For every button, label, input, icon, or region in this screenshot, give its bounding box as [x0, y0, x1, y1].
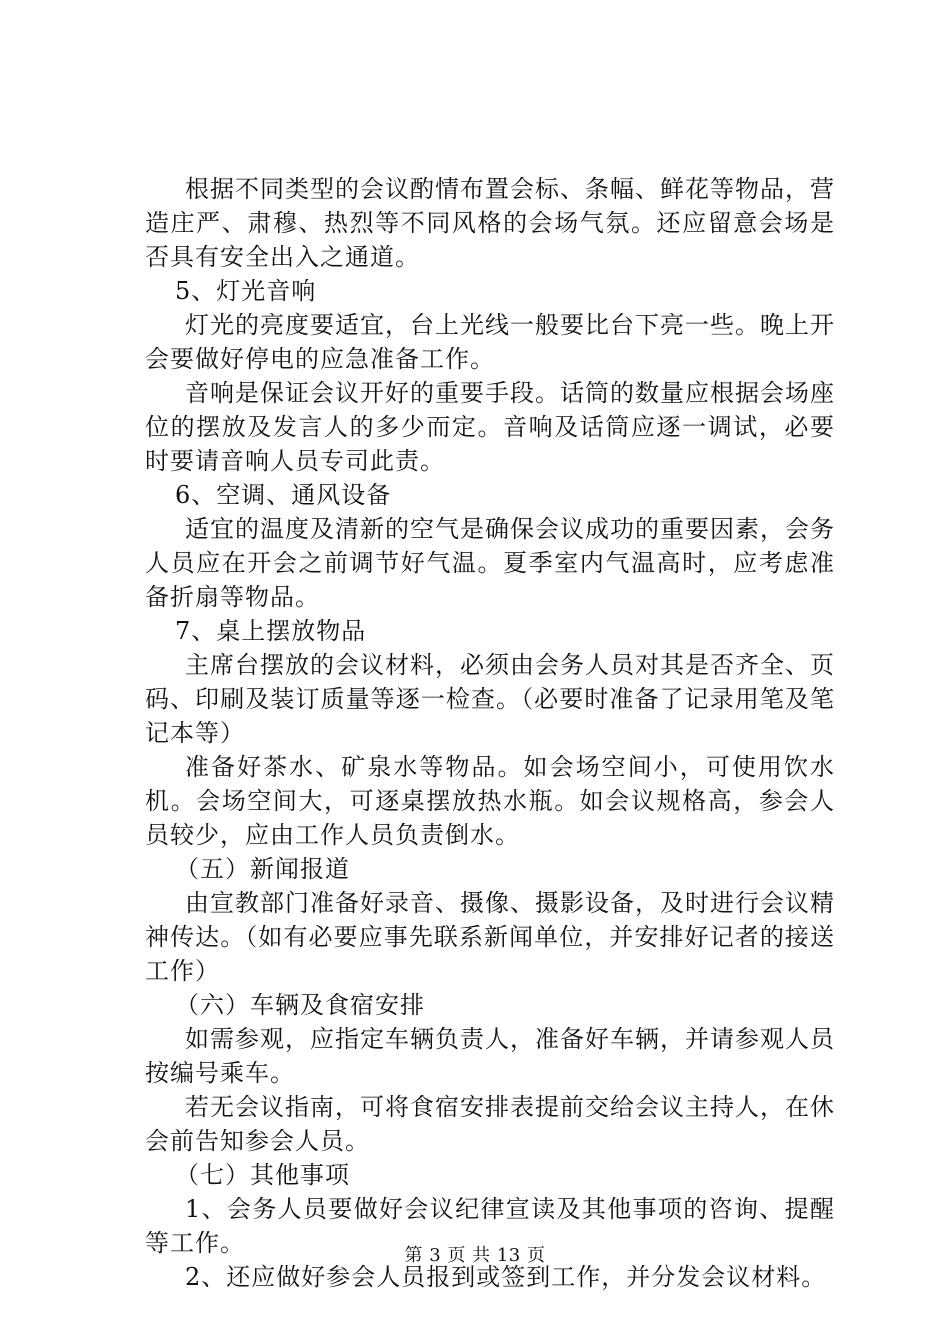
paragraph-lighting: 灯光的亮度要适宜，台上光线一般要比台下亮一些。晚上开会要做好停电的应急准备工作。 — [145, 311, 835, 373]
paragraph-news-equipment: 由宣教部门准备好录音、摄像、摄影设备，及时进行会议精神传达。（如有必要应事先联系新闻单位，并安排好记者的接送工作） — [145, 889, 835, 985]
heading-air-conditioning: 6、空调、通风设备 — [175, 481, 392, 509]
heading-other-matters: （七）其他事项 — [175, 1161, 350, 1189]
heading-table-items: 7、桌上摆放物品 — [175, 617, 367, 645]
heading-news-report: （五）新闻报道 — [175, 855, 350, 883]
paragraph-audio: 音响是保证会议开好的重要手段。话筒的数量应根据会场座位的摆放及发言人的多少而定。音响及话筒应逐一调试，必要时要请音响人员专司此责。 — [145, 379, 835, 475]
paragraph-registration: 2、还应做好参会人员报到或签到工作，并分发会议材料。 — [185, 1263, 827, 1291]
heading-lighting-audio: 5、灯光音响 — [175, 277, 317, 305]
page-number-footer: 第 3 页 共 13 页 — [404, 1245, 546, 1266]
heading-vehicles-lodging: （六）车辆及食宿安排 — [175, 991, 425, 1019]
paragraph-discipline: 1、会务人员要做好会议纪律宣读及其他事项的咨询、提醒等工作。 — [145, 1195, 835, 1257]
paragraph-temperature: 适宜的温度及清新的空气是确保会议成功的重要因素，会务人员应在开会之前调节好气温。夏季室内气温高时，应考虑准备折扇等物品。 — [145, 515, 835, 611]
paragraph-drinks: 准备好茶水、矿泉水等物品。如会场空间小，可使用饮水机。会场空间大，可逐桌摆放热水瓶。如会议规格高，参会人员较少，应由工作人员负责倒水。 — [145, 753, 835, 849]
paragraph-vehicles: 如需参观，应指定车辆负责人，准备好车辆，并请参观人员按编号乘车。 — [145, 1025, 835, 1087]
paragraph-meeting-materials: 主席台摆放的会议材料，必须由会务人员对其是否齐全、页码、印刷及装订质量等逐一检查。（必要时准备了记录用笔及笔记本等） — [145, 651, 835, 747]
document-body — [145, 172, 835, 1294]
paragraph-venue-decoration: 根据不同类型的会议酌情布置会标、条幅、鲜花等物品，营造庄严、肃穆、热烈等不同风格的会场气氛。还应留意会场是否具有安全出入之通道。 — [145, 175, 835, 271]
paragraph-lodging: 若无会议指南，可将食宿安排表提前交给会议主持人，在休会前告知参会人员。 — [145, 1093, 835, 1155]
